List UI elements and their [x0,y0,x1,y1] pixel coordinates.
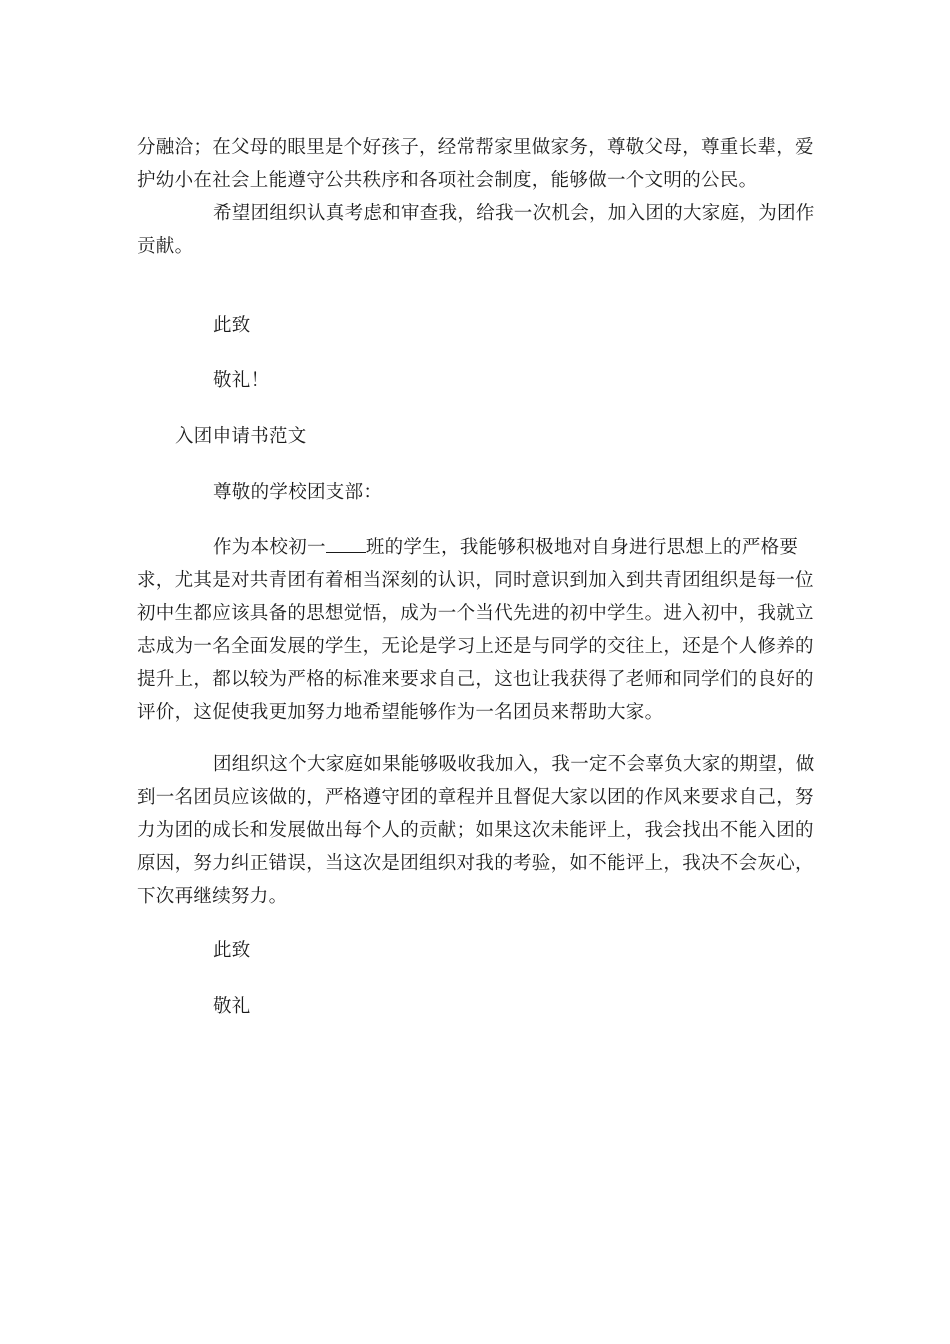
closing-cizhi-1: 此致 [213,315,251,336]
closing-jingli-2: 敬礼 [213,996,251,1017]
salutation: 尊敬的学校团支部： [213,482,383,503]
paragraph-commitment: 团组织这个大家庭如果能够吸收我加入，我一定不会辜负大家的期望，做到一名团员应该做的，严格遵守团的章程并且督促大家以团的作风来要求自己，努力为团的成长和发展做出每个人的贡献；如果这次未能评上，我会找出不能入团的原因，努力纠正错误，当这次是团组织对我的考验，如不能评上，我决不会灰心，下次再继续努力。 [137,754,815,907]
paragraph-continuation: 分融洽；在父母的眼里是个好孩子，经常帮家里做家务，尊敬父母，尊重长辈，爱护幼小在社会上能遵守公共秩序和各项社会制度，能够做一个文明的公民。 [137,137,814,191]
paragraph-intro-rest: 班的学生，我能够积极地对自身进行思想上的严格要求，尤其是对共青团有着相当深刻的认识，同时意识到加入到共青团组织是每一位初中生都应该具备的思想觉悟，成为一个当代先进的初中学生。进入初中，我就立志成为一名全面发展的学生，无论是学习上还是与同学的交往上，还是个人修养的提升上，都以较为严格的标准来要求自己，这也让我获得了老师和同学们的良好的评价，这促使我更加努力地希望能够作为一名团员来帮助大家。 [137,537,814,723]
paragraph-hope: 希望团组织认真考虑和审查我，给我一次机会，加入团的大家庭，为团作贡献。 [137,203,815,257]
closing-jingli-1: 敬礼！ [213,370,270,391]
class-number-blank [326,534,366,554]
section-title: 入团申请书范文 [175,426,307,447]
paragraph-intro-start: 作为本校初一 [213,537,326,558]
closing-cizhi-2: 此致 [213,940,251,961]
paragraph-intro [137,531,817,729]
